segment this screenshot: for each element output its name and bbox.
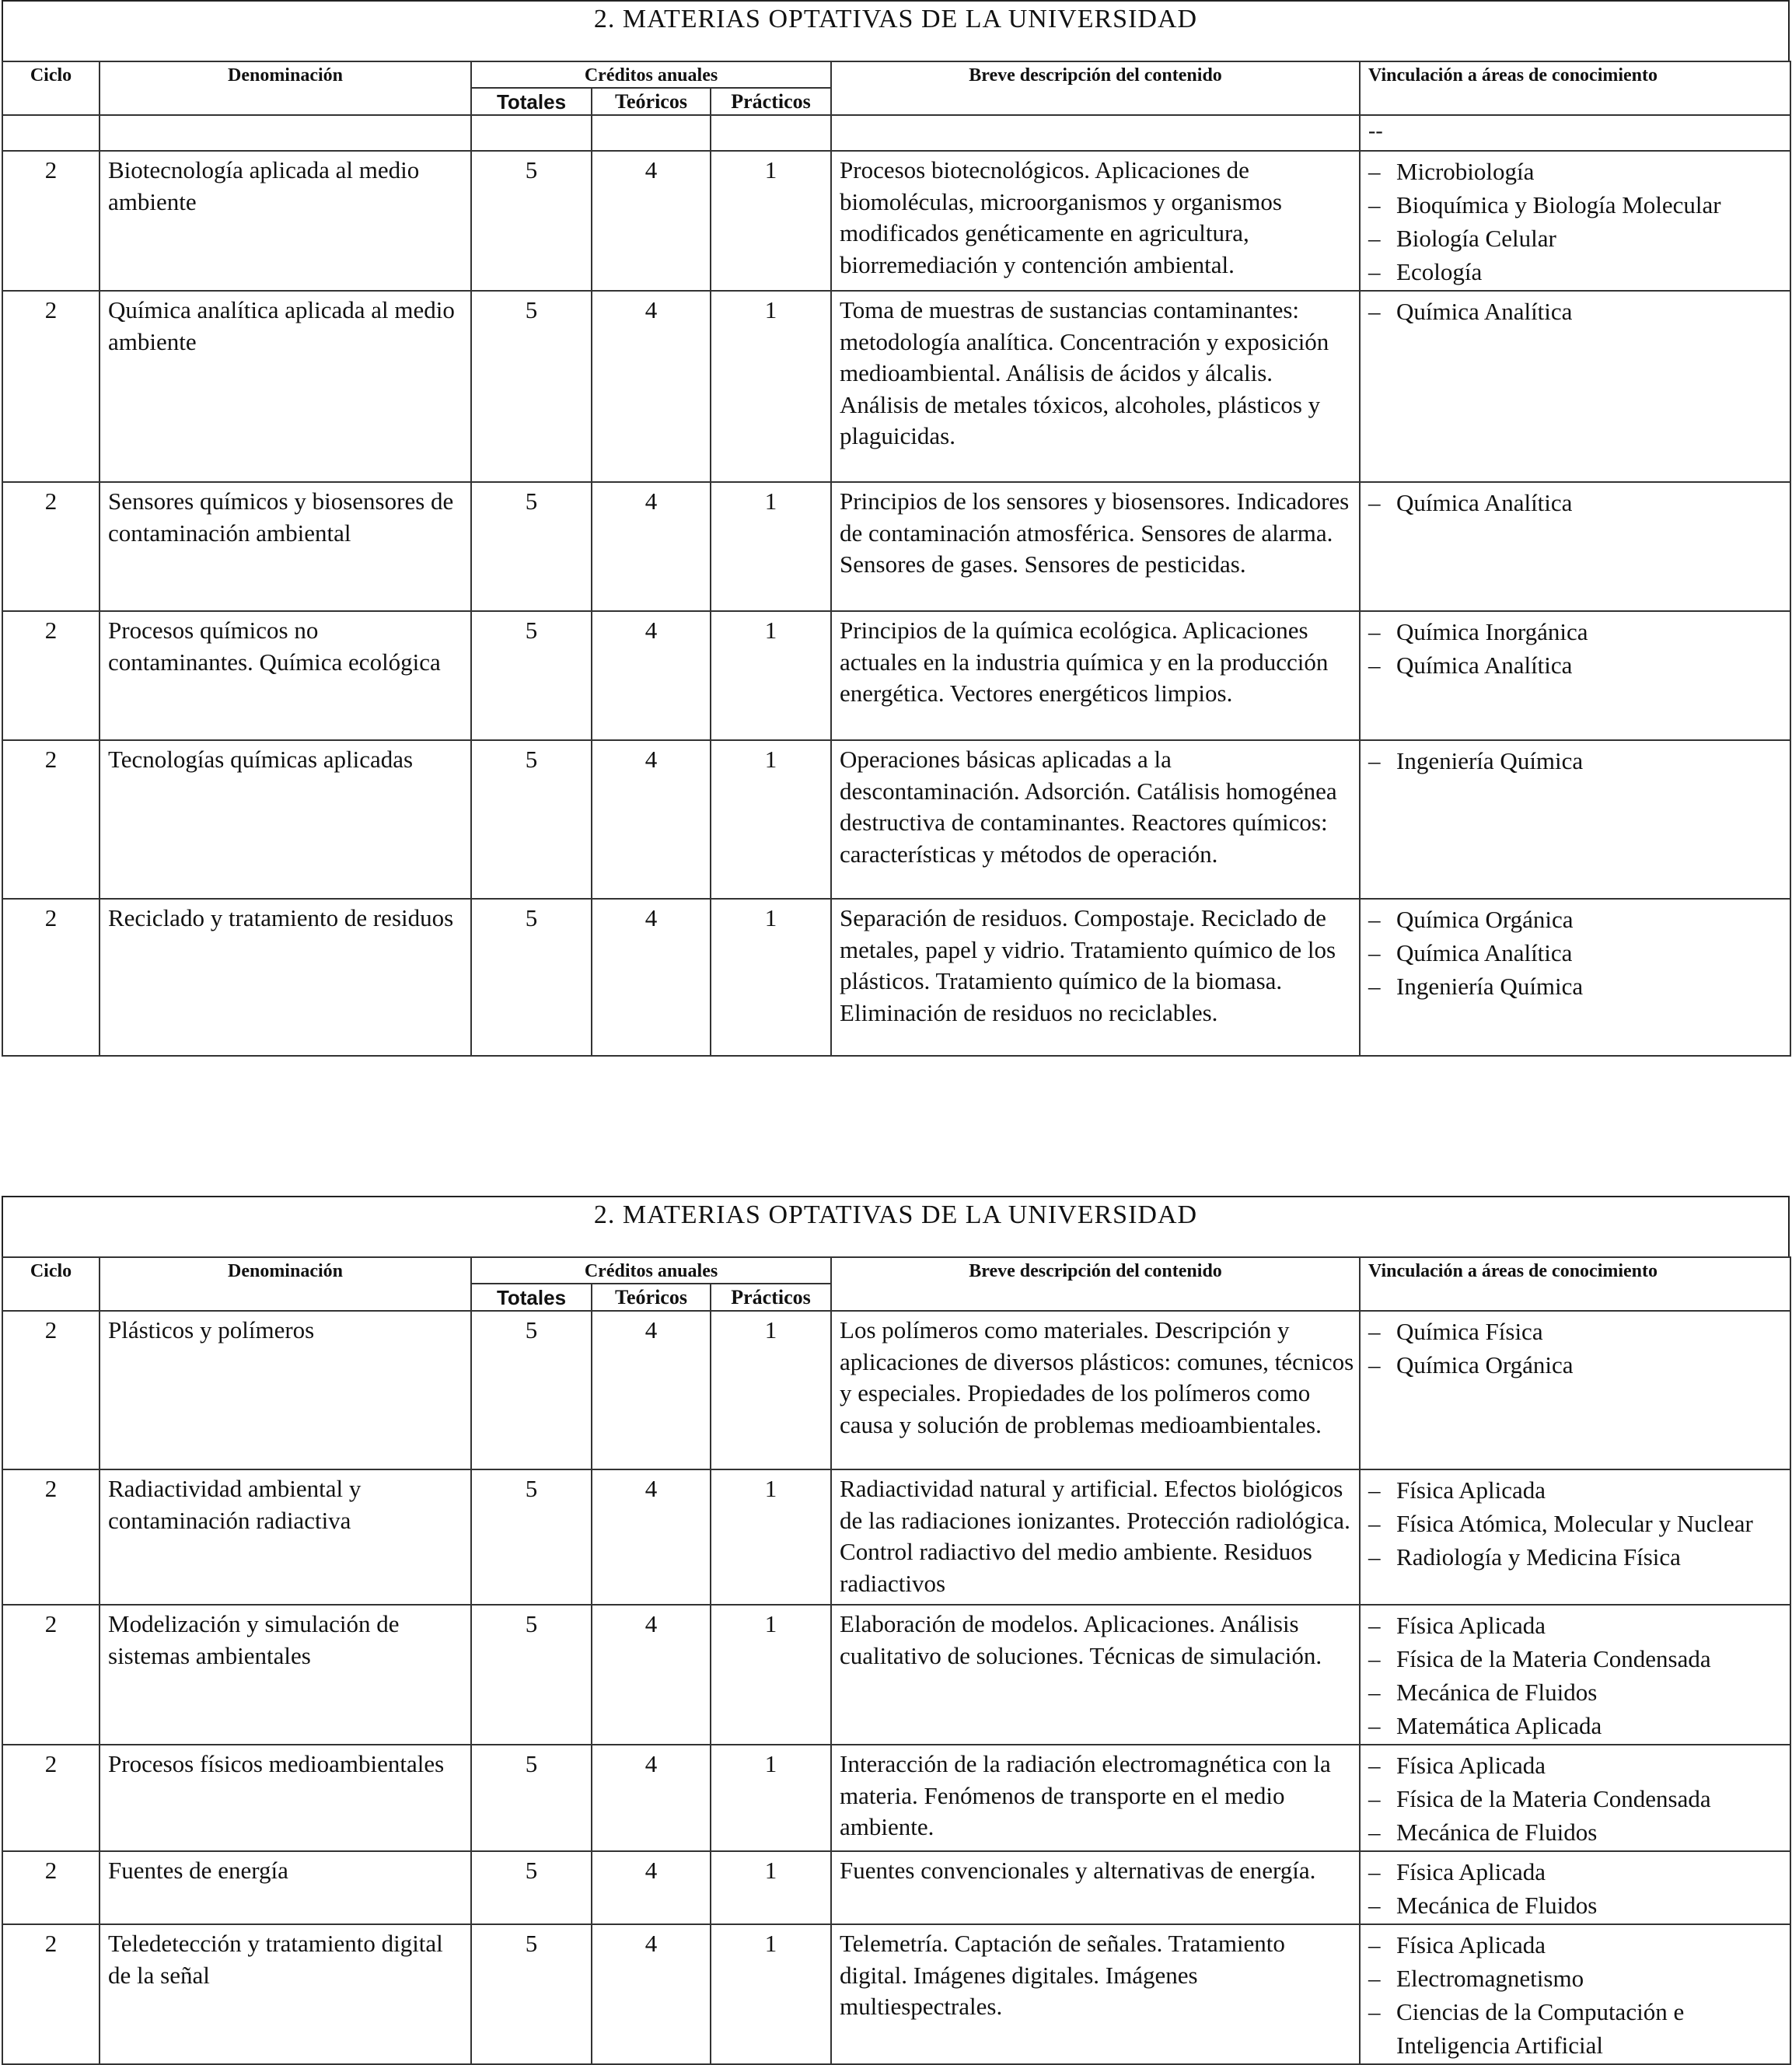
table-row [2, 151, 1790, 291]
table-row [2, 1745, 1790, 1851]
cell-practicos: 1 [711, 1745, 831, 1851]
cell-ciclo: 2 [2, 1851, 100, 1924]
cell-vinculacion [1360, 611, 1790, 740]
cell-ciclo: 2 [2, 482, 100, 611]
cell-descripcion: Operaciones básicas aplicadas a la descontaminación. Adsorción. Catálisis homogénea destructiva de contaminantes. Reactores químicos: características y métodos de operación. [831, 740, 1360, 899]
area-item: – Física Aplicada [1368, 1609, 1782, 1642]
cell-practicos: 1 [711, 1311, 831, 1469]
col-header-teoricos: Teóricos [592, 88, 711, 115]
cell-teoricos: 4 [592, 1469, 711, 1605]
cell-denominacion: Radiactividad ambiental y contaminación radiactiva [100, 1469, 471, 1605]
cell-vinculacion [1360, 1605, 1790, 1745]
col-header-totales: Totales [471, 88, 592, 115]
col-header-descripcion: Breve descripción del contenido [831, 1257, 1360, 1311]
cell-totales: 5 [471, 151, 592, 291]
cell-teoricos: 4 [592, 1745, 711, 1851]
optativas-block-2 [2, 1196, 1790, 2065]
table-row [2, 482, 1790, 611]
col-header-totales: Totales [471, 1284, 592, 1311]
cell-totales: 5 [471, 1924, 592, 2064]
area-item: – Química Física [1368, 1315, 1782, 1348]
cell-practicos: 1 [711, 151, 831, 291]
cell-teoricos: 4 [592, 291, 711, 482]
cell-descripcion: Toma de muestras de sustancias contaminantes: metodología analítica. Concentración y exposición medioambiental. Análisis de ácidos y álcalis. Análisis de metales tóxicos, alcoholes, plásticos y plaguicidas. [831, 291, 1360, 482]
cell-ciclo: 2 [2, 1469, 100, 1605]
cell-practicos: 1 [711, 611, 831, 740]
area-item: – Física Aplicada [1368, 1749, 1782, 1782]
cell-descripcion: Los polímeros como materiales. Descripción y aplicaciones de diversos plásticos: comunes, técnicos y especiales. Propiedades de los polímeros como causa y solución de problemas medioambientales. [831, 1311, 1360, 1469]
col-header-vinculacion: Vinculación a áreas de conocimiento [1360, 1257, 1790, 1311]
cell-vinculacion [1360, 899, 1790, 1056]
cell-totales: 5 [471, 740, 592, 899]
cell-descripcion: Principios de los sensores y biosensores. Indicadores de contaminación atmosférica. Sensores de alarma. Sensores de gases. Sensores de pesticidas. [831, 482, 1360, 611]
area-item: – Radiología y Medicina Física [1368, 1540, 1782, 1574]
cell-totales: 5 [471, 899, 592, 1056]
cell-teoricos: 4 [592, 611, 711, 740]
cell-teoricos: 4 [592, 740, 711, 899]
cell-denominacion: Modelización y simulación de sistemas ambientales [100, 1605, 471, 1745]
area-item: – Microbiología [1368, 155, 1782, 188]
col-header-descripcion: Breve descripción del contenido [831, 61, 1360, 115]
table-row [2, 1851, 1790, 1924]
empty-row [2, 115, 1790, 151]
cell-ciclo: 2 [2, 1605, 100, 1745]
cell-descripcion: Fuentes convencionales y alternativas de energía. [831, 1851, 1360, 1924]
cell-ciclo: 2 [2, 611, 100, 740]
cell-descripcion: Elaboración de modelos. Aplicaciones. Análisis cualitativo de soluciones. Técnicas de simulación. [831, 1605, 1360, 1745]
cell-totales: 5 [471, 482, 592, 611]
col-header-creditos: Créditos anuales [471, 61, 831, 88]
area-item: – Mecánica de Fluidos [1368, 1815, 1782, 1849]
optativas-table-1 [2, 61, 1791, 1057]
cell-vinculacion [1360, 1924, 1790, 2064]
area-item: – Bioquímica y Biología Molecular [1368, 188, 1782, 222]
area-item: – Electromagnetismo [1368, 1962, 1782, 1995]
area-item: – Mecánica de Fluidos [1368, 1675, 1782, 1709]
area-item: – Mecánica de Fluidos [1368, 1889, 1782, 1922]
empty-row-mark: -- [1360, 115, 1790, 151]
cell-descripcion: Interacción de la radiación electromagnética con la materia. Fenómenos de transporte en el medio ambiente. [831, 1745, 1360, 1851]
area-item: – Física Aplicada [1368, 1855, 1782, 1889]
cell-practicos: 1 [711, 1605, 831, 1745]
cell-ciclo: 2 [2, 1924, 100, 2064]
area-item: – Ciencias de la Computación e Inteligencia Artificial [1368, 1995, 1782, 2062]
area-item: – Física Atómica, Molecular y Nuclear [1368, 1507, 1782, 1540]
cell-denominacion: Fuentes de energía [100, 1851, 471, 1924]
area-item: – Ingeniería Química [1368, 744, 1782, 777]
cell-descripcion: Radiactividad natural y artificial. Efectos biológicos de las radiaciones ionizantes. Protección radiológica. Control radiactivo del medio ambiente. Residuos radiactivos [831, 1469, 1360, 1605]
cell-practicos: 1 [711, 482, 831, 611]
area-item: – Química Analítica [1368, 295, 1782, 328]
cell-teoricos: 4 [592, 1605, 711, 1745]
area-item: – Química Orgánica [1368, 903, 1782, 936]
cell-vinculacion [1360, 740, 1790, 899]
area-item: – Ecología [1368, 255, 1782, 288]
cell-ciclo: 2 [2, 740, 100, 899]
cell-vinculacion [1360, 151, 1790, 291]
table-row [2, 1605, 1790, 1745]
cell-totales: 5 [471, 1469, 592, 1605]
cell-practicos: 1 [711, 1924, 831, 2064]
cell-vinculacion [1360, 1469, 1790, 1605]
area-item: – Física de la Materia Condensada [1368, 1782, 1782, 1815]
cell-teoricos: 4 [592, 1924, 711, 2064]
col-header-denominacion: Denominación [100, 61, 471, 115]
col-header-practicos: Prácticos [711, 1284, 831, 1311]
cell-practicos: 1 [711, 1851, 831, 1924]
table-row [2, 1311, 1790, 1469]
area-item: – Biología Celular [1368, 222, 1782, 255]
cell-teoricos: 4 [592, 482, 711, 611]
table-row [2, 611, 1790, 740]
cell-vinculacion [1360, 1311, 1790, 1469]
cell-denominacion: Tecnologías químicas aplicadas [100, 740, 471, 899]
cell-denominacion: Reciclado y tratamiento de residuos [100, 899, 471, 1056]
cell-totales: 5 [471, 1605, 592, 1745]
table-row [2, 1469, 1790, 1605]
cell-practicos: 1 [711, 740, 831, 899]
section-title: 2. MATERIAS OPTATIVAS DE LA UNIVERSIDAD [2, 1196, 1790, 1256]
cell-denominacion: Biotecnología aplicada al medio ambiente [100, 151, 471, 291]
area-item: – Física de la Materia Condensada [1368, 1642, 1782, 1675]
area-item: – Ingeniería Química [1368, 970, 1782, 1003]
area-item: – Química Orgánica [1368, 1348, 1782, 1382]
col-header-vinculacion: Vinculación a áreas de conocimiento [1360, 61, 1790, 115]
cell-ciclo: 2 [2, 291, 100, 482]
cell-totales: 5 [471, 1745, 592, 1851]
cell-ciclo: 2 [2, 1311, 100, 1469]
cell-practicos: 1 [711, 899, 831, 1056]
col-header-denominacion: Denominación [100, 1257, 471, 1311]
cell-ciclo: 2 [2, 151, 100, 291]
cell-teoricos: 4 [592, 899, 711, 1056]
table-row [2, 291, 1790, 482]
col-header-practicos: Prácticos [711, 88, 831, 115]
area-item: – Química Inorgánica [1368, 615, 1782, 648]
cell-descripcion: Procesos biotecnológicos. Aplicaciones de biomoléculas, microorganismos y organismos modificados genéticamente en agricultura, biorremediación y contención ambiental. [831, 151, 1360, 291]
optativas-block-1 [2, 0, 1790, 1057]
cell-practicos: 1 [711, 1469, 831, 1605]
col-header-ciclo: Ciclo [2, 61, 100, 115]
cell-teoricos: 4 [592, 151, 711, 291]
cell-totales: 5 [471, 611, 592, 740]
cell-descripcion: Principios de la química ecológica. Aplicaciones actuales en la industria química y en la producción energética. Vectores energéticos limpios. [831, 611, 1360, 740]
area-item: – Química Analítica [1368, 936, 1782, 970]
cell-denominacion: Química analítica aplicada al medio ambiente [100, 291, 471, 482]
cell-denominacion: Plásticos y polímeros [100, 1311, 471, 1469]
cell-vinculacion [1360, 1851, 1790, 1924]
table-row [2, 899, 1790, 1056]
cell-vinculacion [1360, 291, 1790, 482]
section-title: 2. MATERIAS OPTATIVAS DE LA UNIVERSIDAD [2, 0, 1790, 61]
cell-teoricos: 4 [592, 1851, 711, 1924]
cell-practicos: 1 [711, 291, 831, 482]
cell-descripcion: Telemetría. Captación de señales. Tratamiento digital. Imágenes digitales. Imágenes multiespectrales. [831, 1924, 1360, 2064]
col-header-teoricos: Teóricos [592, 1284, 711, 1311]
cell-totales: 5 [471, 291, 592, 482]
cell-totales: 5 [471, 1311, 592, 1469]
table-row [2, 1924, 1790, 2064]
cell-descripcion: Separación de residuos. Compostaje. Reciclado de metales, papel y vidrio. Tratamiento químico de los plásticos. Tratamiento químico de la biomasa. Eliminación de residuos no reciclables. [831, 899, 1360, 1056]
cell-teoricos: 4 [592, 1311, 711, 1469]
cell-denominacion: Sensores químicos y biosensores de contaminación ambiental [100, 482, 471, 611]
optativas-table-2 [2, 1256, 1791, 2065]
table-row [2, 740, 1790, 899]
cell-totales: 5 [471, 1851, 592, 1924]
cell-ciclo: 2 [2, 1745, 100, 1851]
col-header-creditos: Créditos anuales [471, 1257, 831, 1284]
area-item: – Física Aplicada [1368, 1928, 1782, 1962]
area-item: – Química Analítica [1368, 486, 1782, 519]
cell-ciclo: 2 [2, 899, 100, 1056]
area-item: – Química Analítica [1368, 648, 1782, 682]
cell-denominacion: Procesos físicos medioambientales [100, 1745, 471, 1851]
cell-denominacion: Teledetección y tratamiento digital de la señal [100, 1924, 471, 2064]
cell-vinculacion [1360, 1745, 1790, 1851]
cell-vinculacion [1360, 482, 1790, 611]
cell-denominacion: Procesos químicos no contaminantes. Química ecológica [100, 611, 471, 740]
area-item: – Física Aplicada [1368, 1473, 1782, 1507]
col-header-ciclo: Ciclo [2, 1257, 100, 1311]
area-item: – Matemática Aplicada [1368, 1709, 1782, 1742]
